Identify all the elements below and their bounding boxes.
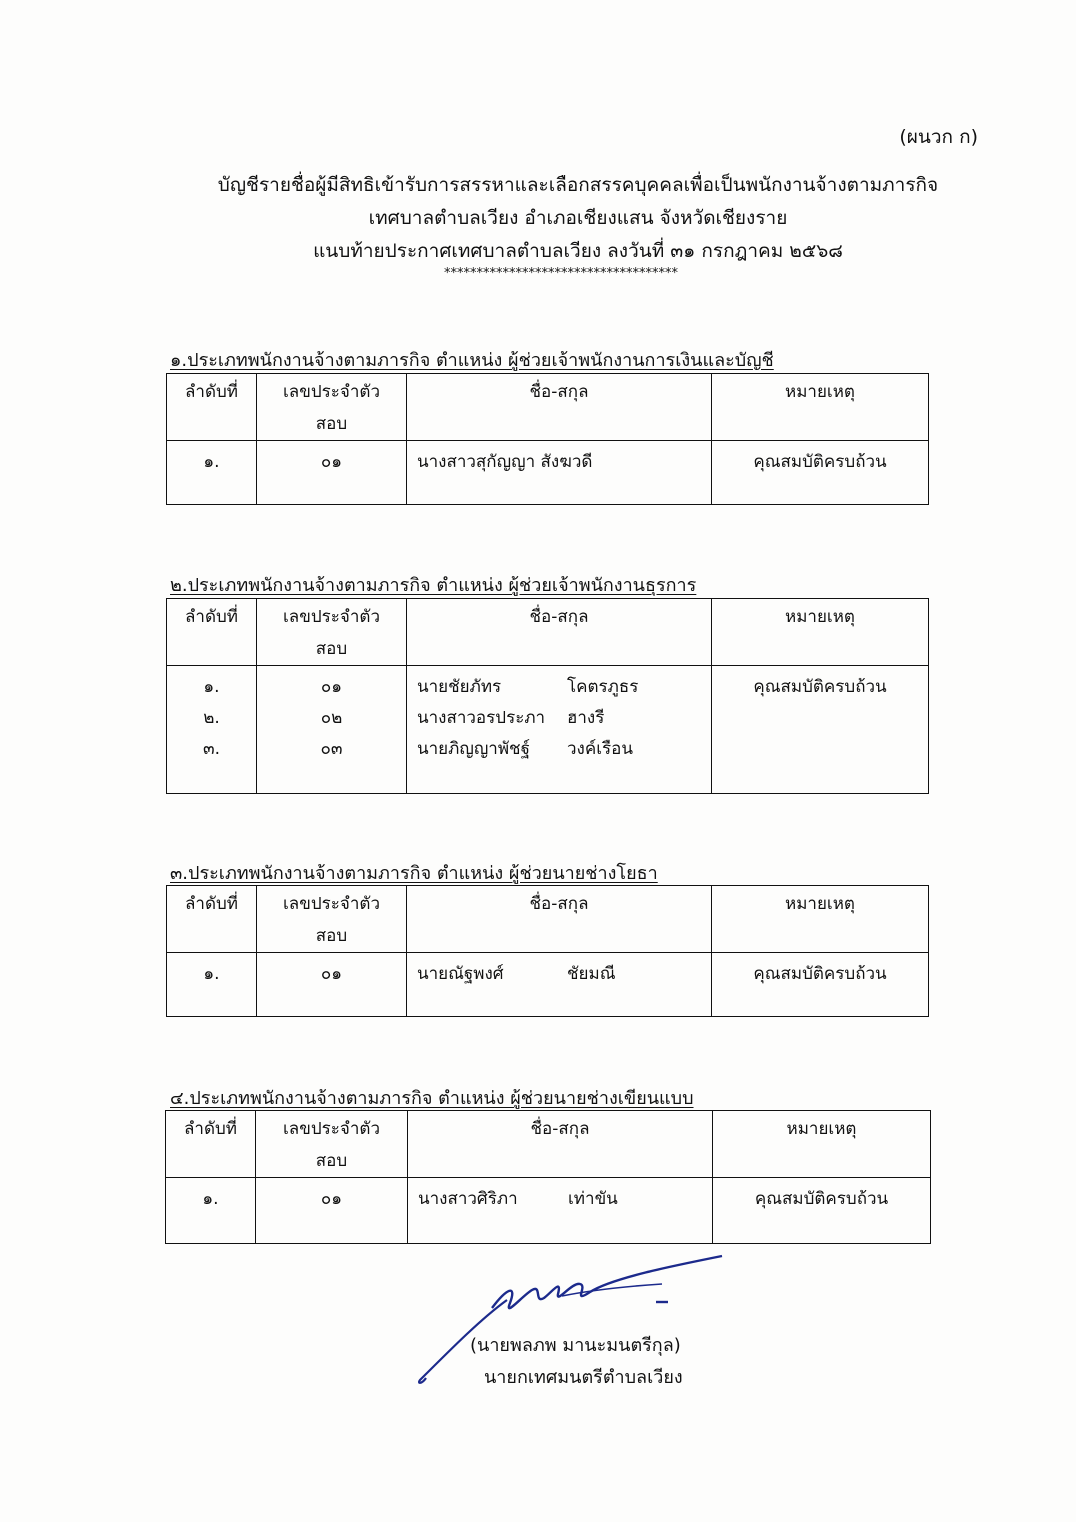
col-exam-id: เลขประจำตัว สอบ (283, 607, 380, 659)
cell-remark: คุณสมบัติครบถ้วน (753, 677, 887, 697)
candidate-table-1 (166, 373, 929, 505)
col-name: ชื่อ-สกุล (530, 1119, 590, 1139)
candidate-table-4 (165, 1110, 931, 1244)
col-order: ลำดับที่ (184, 894, 238, 914)
table-header-row (166, 1111, 931, 1178)
cell-exam-id: ๐๑ (320, 452, 343, 472)
col-exam-id: เลขประจำตัว สอบ (283, 894, 380, 946)
col-order: ลำดับที่ (184, 382, 238, 402)
col-remark: หมายเหตุ (785, 894, 855, 914)
annex-label: (ผนวก ก) (899, 126, 978, 148)
cell-order: ๑. (203, 964, 220, 984)
col-remark: หมายเหตุ (786, 1119, 857, 1139)
table-row (167, 666, 929, 794)
cell-order: ๑. ๒. ๓. (202, 677, 221, 759)
section-heading-3: ๓.ประเภทพนักงานจ้างตามภารกิจ ตำแหน่ง ผู้ช่วยนายช่างโยธา (170, 863, 658, 884)
cell-order: ๑. (203, 452, 220, 472)
table-header-row (167, 374, 929, 441)
document-title-line2: เทศบาลตำบลเวียง อำเภอเชียงแสน จังหวัดเชียงราย (368, 207, 788, 229)
table-header-row (167, 886, 929, 953)
col-remark: หมายเหตุ (785, 382, 855, 402)
cell-remark: คุณสมบัติครบถ้วน (753, 964, 887, 984)
candidate-table-3 (166, 885, 929, 1017)
cell-name: นายณัฐพงศ์ ชัยมณี (417, 964, 616, 984)
col-name: ชื่อ-สกุล (529, 607, 589, 627)
table-row (167, 441, 929, 505)
table-row (166, 1178, 931, 1244)
section-heading-2: ๒.ประเภทพนักงานจ้างตามภารกิจ ตำแหน่ง ผู้ช่วยเจ้าพนักงานธุรการ (170, 575, 697, 596)
signatory-title: นายกเทศมนตรีตำบลเวียง (484, 1367, 683, 1388)
signatory-name: (นายพลภพ มานะมนตรีกุล) (470, 1335, 681, 1356)
cell-name: นายชัยภัทร โคตรภูธร นางสาวอรประภา ฮางรี นายภิญญาพัชฐ์ วงค์เรือน (417, 677, 639, 759)
candidate-table-2 (166, 598, 929, 794)
document-title-line3: แนบท้ายประกาศเทศบาลตำบลเวียง ลงวันที่ ๓๑ กรกฎาคม ๒๕๖๘ (313, 240, 843, 262)
col-name: ชื่อ-สกุล (529, 894, 589, 914)
cell-name: นางสาวศิริภา เท่าขัน (418, 1189, 618, 1209)
cell-exam-id: ๐๑ ๐๒ ๐๓ (320, 677, 343, 759)
col-order: ลำดับที่ (184, 607, 238, 627)
cell-exam-id: ๐๑ (320, 964, 343, 984)
section-heading-4: ๔.ประเภทพนักงานจ้างตามภารกิจ ตำแหน่ง ผู้ช่วยนายช่างเขียนแบบ (170, 1088, 694, 1109)
cell-name: นางสาวสุกัญญา สังฆวดี (417, 452, 593, 472)
cell-exam-id: ๐๑ (320, 1189, 343, 1209)
cell-order: ๑. (202, 1189, 219, 1209)
col-remark: หมายเหตุ (785, 607, 855, 627)
document-title-line1: บัญชีรายชื่อผู้มีสิทธิเข้ารับการสรรหาและเลือกสรรคบุคคลเพื่อเป็นพนักงานจ้างตามภารกิจ (217, 174, 939, 196)
col-exam-id: เลขประจำตัว สอบ (283, 1119, 380, 1171)
col-name: ชื่อ-สกุล (529, 382, 589, 402)
table-header-row (167, 599, 929, 666)
title-separator: ************************************ (444, 266, 678, 281)
cell-remark: คุณสมบัติครบถ้วน (754, 1189, 889, 1209)
section-heading-1: ๑.ประเภทพนักงานจ้างตามภารกิจ ตำแหน่ง ผู้ช่วยเจ้าพนักงานการเงินและบัญชี (170, 350, 774, 371)
table-row (167, 953, 929, 1017)
cell-remark: คุณสมบัติครบถ้วน (753, 452, 887, 472)
col-order: ลำดับที่ (183, 1119, 237, 1139)
col-exam-id: เลขประจำตัว สอบ (283, 382, 380, 434)
